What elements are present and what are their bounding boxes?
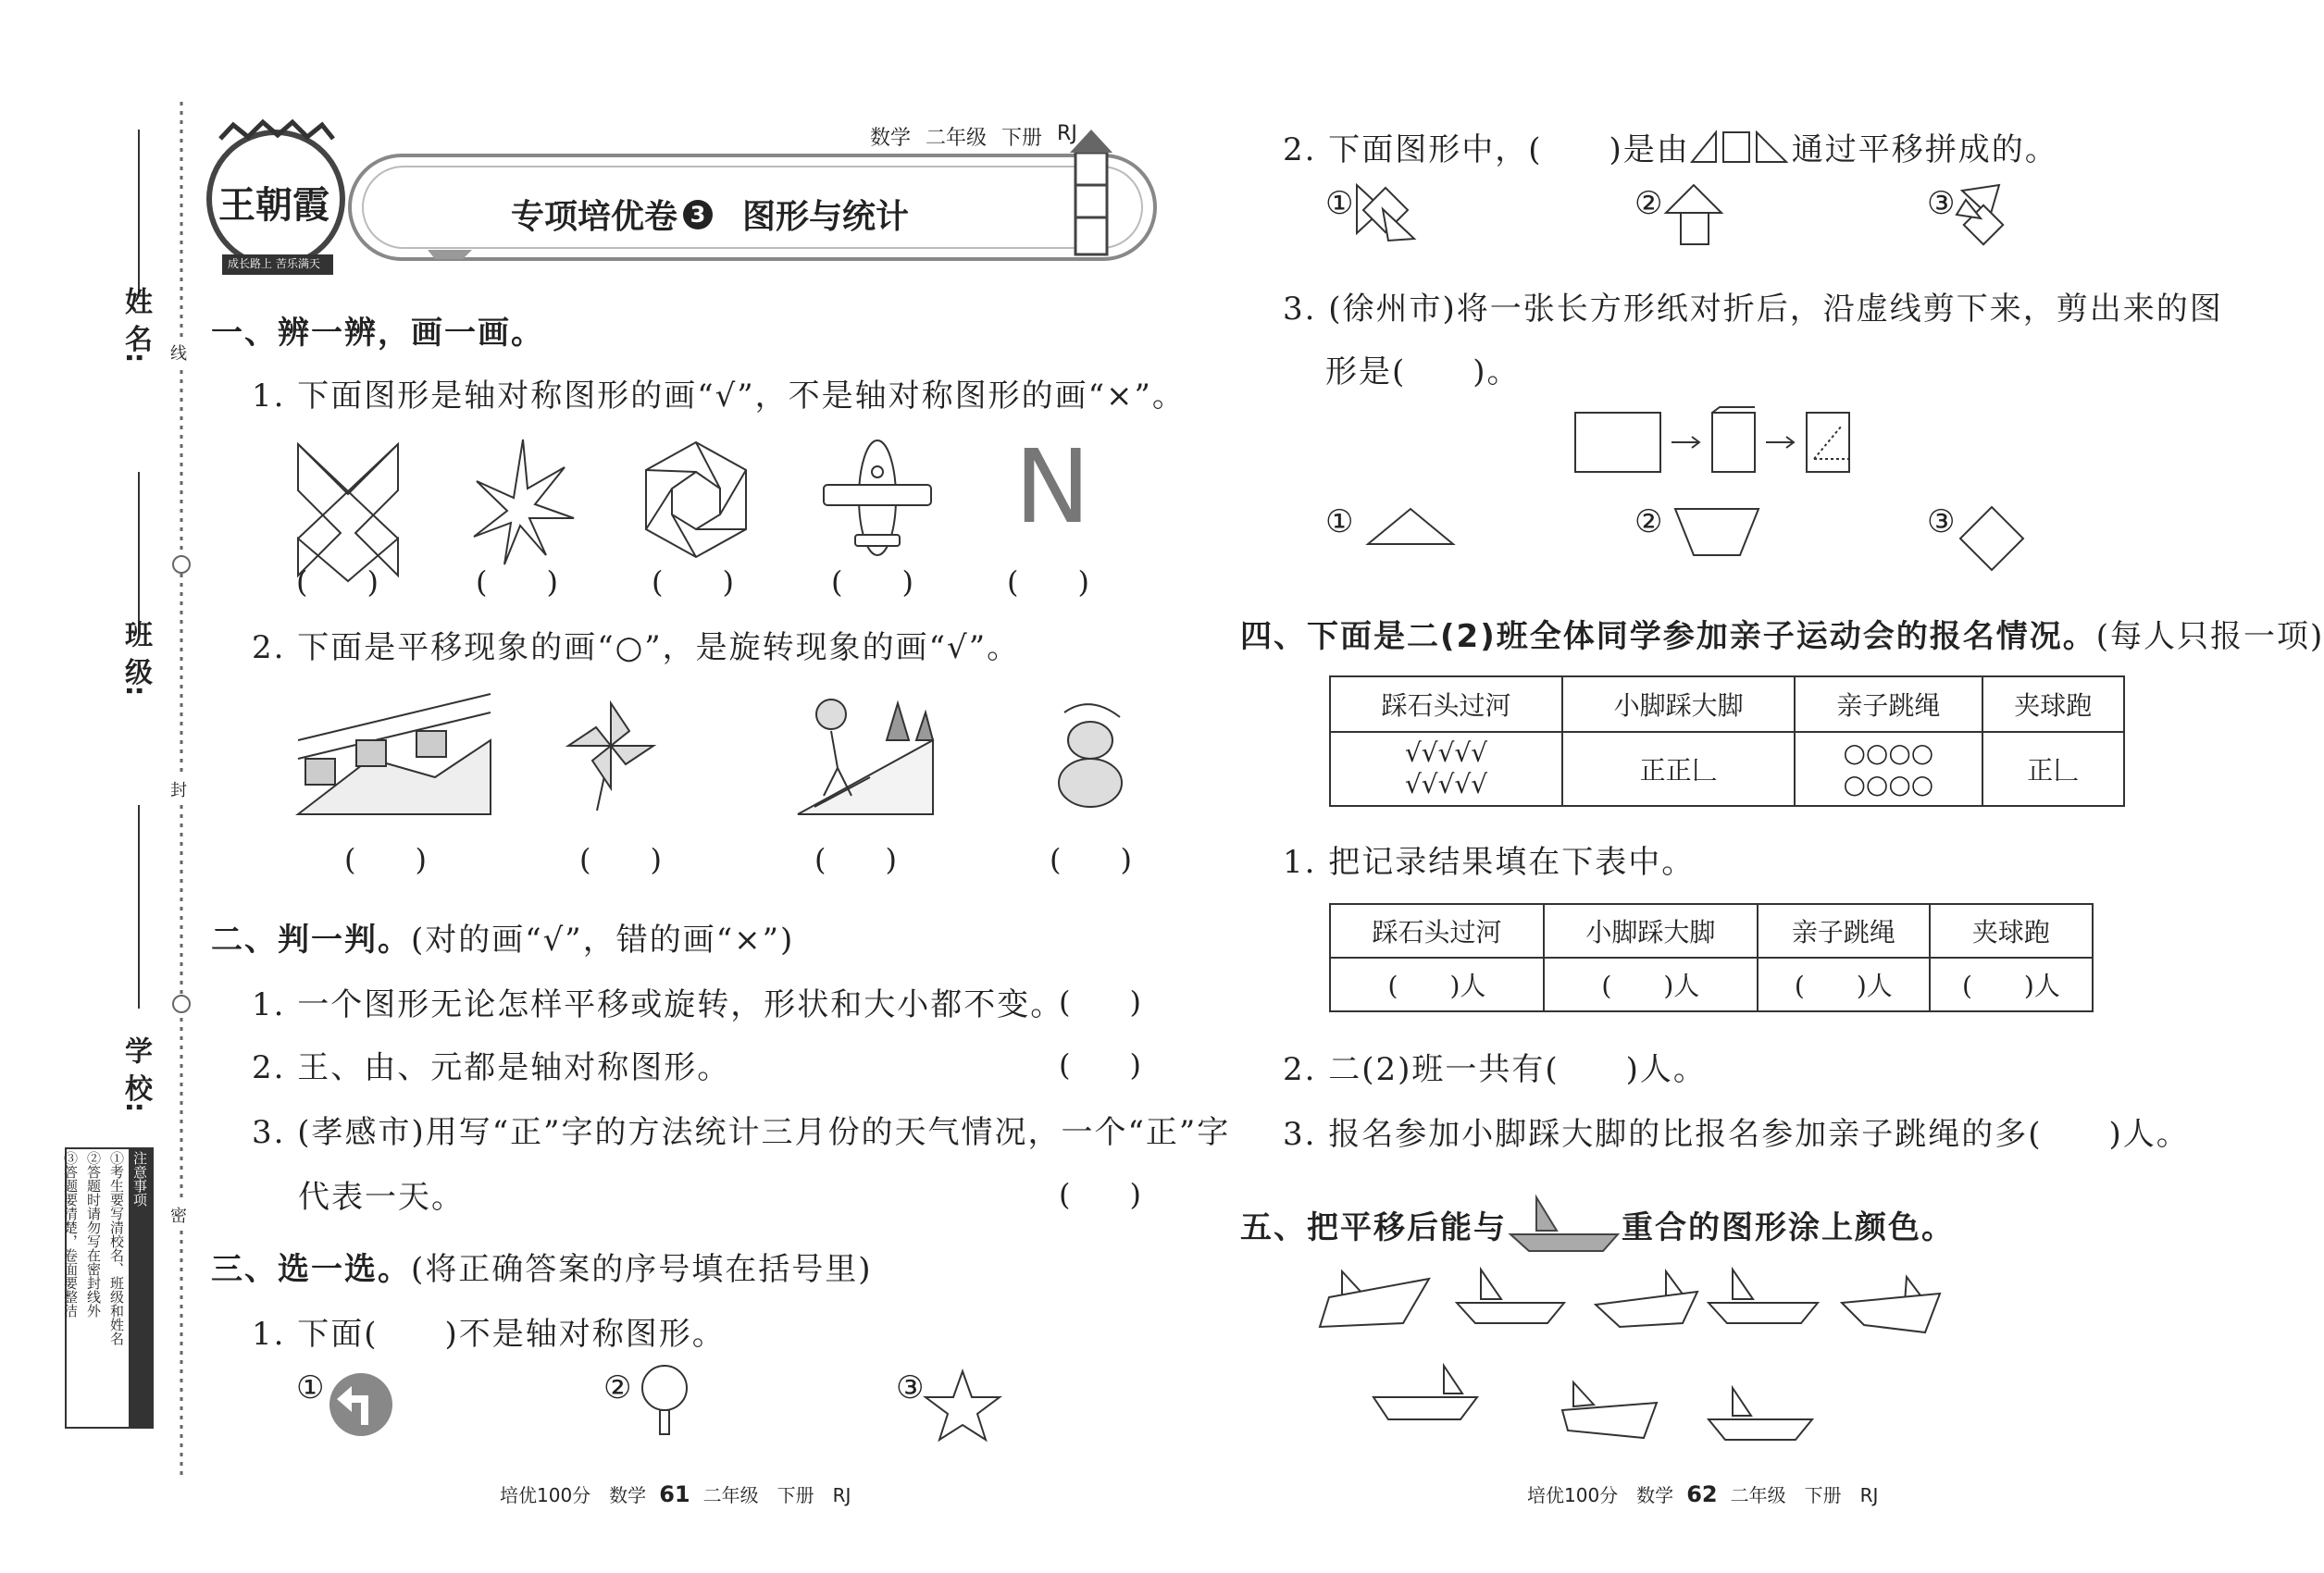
answer-header: 踩石头过河 [1330, 904, 1544, 958]
footer-right-meta: 二年级 下册 RJ [1730, 1484, 1879, 1506]
boat-option[interactable] [1373, 1366, 1477, 1419]
option-label: ① [1325, 503, 1354, 540]
r-q2-text-b: 通过平移拼成的。 [1791, 131, 2058, 168]
boat-option[interactable] [1562, 1382, 1657, 1438]
s4-heading-note: (每人只报一项) [2095, 618, 2324, 655]
tally-circles-row: ○○○○ [1843, 769, 1934, 799]
boat-option[interactable] [1596, 1271, 1697, 1327]
notice-item: ③答题要清楚，卷面要整洁 [62, 1151, 79, 1318]
answer-paren: ( ) [476, 564, 558, 600]
s2-item-2: 2. 王、由、元都是轴对称图形。 [252, 1049, 731, 1086]
tally-circles-row: ○○○○ [1843, 737, 1934, 768]
title-topic: 图形与统计 [742, 198, 910, 236]
s4-q3-text: 3. 报名参加小脚踩大脚的比报名参加亲子跳绳的多( )人。 [1283, 1116, 2190, 1153]
boat-option[interactable] [1709, 1270, 1818, 1323]
s2-item-1: 1. 一个图形无论怎样平移或旋转，形状和大小都不变。 [252, 986, 1064, 1023]
tally-header: 亲子跳绳 [1795, 676, 1982, 732]
r-q3-line2: 形是( )。 [1325, 353, 1521, 390]
school-label: 学 校: [119, 1036, 152, 1113]
cut-mark-secret: 密 [170, 1203, 187, 1227]
boat-option[interactable] [1457, 1270, 1564, 1323]
answer-paren: ( ) [1059, 985, 1141, 1020]
tally-cell-zheng: 正𠃊 [1982, 732, 2125, 806]
cut-mark-line: 线 [170, 341, 187, 365]
brand-tagline: 成长路上 苦乐满天 [228, 257, 320, 270]
tally-ticks-row: √√√√√ [1404, 737, 1488, 768]
s1-q1-text: 1. 下面图形是轴对称图形的画“√”，不是轴对称图形的画“×”。 [252, 378, 1186, 415]
answer-paren: ( ) [814, 842, 897, 877]
option-label: ③ [1927, 503, 1956, 540]
answer-paren: ( ) [1050, 842, 1132, 877]
meta-subject: 数学 [870, 127, 912, 150]
brand-logo: 王朝霞 [218, 184, 329, 227]
page-number: 62 [1686, 1481, 1718, 1507]
tally-header: 夹球跑 [1982, 676, 2125, 732]
option-label: ① [296, 1369, 325, 1406]
s2-item-3: 3. (孝感市)用写“正”字的方法统计三月份的天气情况，一个“正”字 [252, 1114, 1231, 1151]
answer-header: 夹球跑 [1930, 904, 2093, 958]
option-label: ① [1325, 185, 1354, 222]
title-prefix: 专项培优卷 [511, 198, 678, 236]
s3-q1-text: 1. 下面( )不是轴对称图形。 [252, 1316, 726, 1353]
s1-q2-text: 2. 下面是平移现象的画“○”，是旋转现象的画“√”。 [252, 629, 1021, 666]
answer-paren: ( ) [296, 564, 379, 600]
footer-right [1527, 1480, 1878, 1507]
answer-paren: ( ) [1059, 1177, 1141, 1212]
answer-header: 小脚踩大脚 [1544, 904, 1758, 958]
answer-cell[interactable]: ( )人 [1758, 958, 1930, 1011]
s2-heading-note: (对的画“√”，错的画“×”) [411, 922, 795, 959]
notice-item: ①考生要写清校名、班级和姓名 [108, 1151, 125, 1345]
r-q3-line1: 3. (徐州市)将一张长方形纸对折后，沿虚线剪下来，剪出来的图 [1283, 291, 2223, 328]
tally-cell-zheng: 正正𠃊 [1562, 732, 1795, 806]
footer-left [500, 1480, 851, 1507]
option-label: ③ [896, 1369, 925, 1406]
r-q2-text-a: 2. 下面图形中，( )是由 [1283, 131, 1690, 168]
s5-text-a: 五、把平移后能与 [1240, 1208, 1507, 1246]
answer-paren: ( ) [831, 564, 913, 600]
meta-volume: 下册 [1001, 127, 1043, 150]
answer-cell[interactable]: ( )人 [1330, 958, 1544, 1011]
boat-option[interactable] [1842, 1277, 1940, 1332]
s4-q1-text: 1. 把记录结果填在下表中。 [1283, 844, 1696, 881]
boat-option[interactable] [1320, 1271, 1429, 1327]
option-label: ② [1634, 503, 1663, 540]
boat-option[interactable] [1709, 1388, 1812, 1440]
cut-mark-seal: 封 [170, 777, 187, 801]
option-label: ③ [1927, 185, 1956, 222]
footer-left-meta: 二年级 下册 RJ [702, 1484, 851, 1506]
notice-title: 注意事项 [129, 1149, 152, 1427]
class-label: 班 级: [119, 620, 152, 697]
title-number-badge: 3 [683, 200, 713, 229]
s3-heading-note: (将正确答案的序号填在括号里) [411, 1251, 873, 1288]
s5-text-b: 重合的图形涂上颜色。 [1622, 1208, 1955, 1246]
answer-paren: ( ) [579, 842, 662, 877]
tally-ticks-row: √√√√√ [1404, 769, 1488, 799]
meta-grade: 二年级 [926, 127, 988, 150]
footer-left-text: 培优100分 数学 [500, 1484, 647, 1506]
answer-paren: ( ) [344, 842, 427, 877]
answer-header: 亲子跳绳 [1758, 904, 1930, 958]
letter-n-figure: N [1014, 427, 1091, 546]
answer-paren: ( ) [1059, 1047, 1141, 1083]
meta-edition: RJ [1057, 122, 1077, 145]
s4-heading-text: 四、下面是二(2)班全体同学参加亲子运动会的报名情况。 [1240, 618, 2096, 655]
name-label: 姓 名: [119, 287, 152, 364]
tally-header: 踩石头过河 [1330, 676, 1562, 732]
answer-cell[interactable]: ( )人 [1544, 958, 1758, 1011]
answer-paren: ( ) [1007, 564, 1089, 600]
footer-right-text: 培优100分 数学 [1527, 1484, 1674, 1506]
section-1-heading: 一、辨一辨，画一画。 [211, 315, 544, 352]
option-label: ② [603, 1369, 632, 1406]
answer-paren: ( ) [652, 564, 734, 600]
s2-heading-text: 二、判一判。 [211, 922, 411, 959]
s2-item-3-cont: 代表一天。 [298, 1179, 465, 1216]
answer-cell[interactable]: ( )人 [1930, 958, 2093, 1011]
s3-heading-text: 三、选一选。 [211, 1251, 411, 1288]
tally-header: 小脚踩大脚 [1562, 676, 1795, 732]
notice-item: ②答题时请勿写在密封线外 [85, 1151, 102, 1318]
option-label: ② [1634, 185, 1663, 222]
s4-q2-text: 2. 二(2)班一共有( )人。 [1283, 1051, 1707, 1088]
page-number: 61 [659, 1481, 690, 1507]
